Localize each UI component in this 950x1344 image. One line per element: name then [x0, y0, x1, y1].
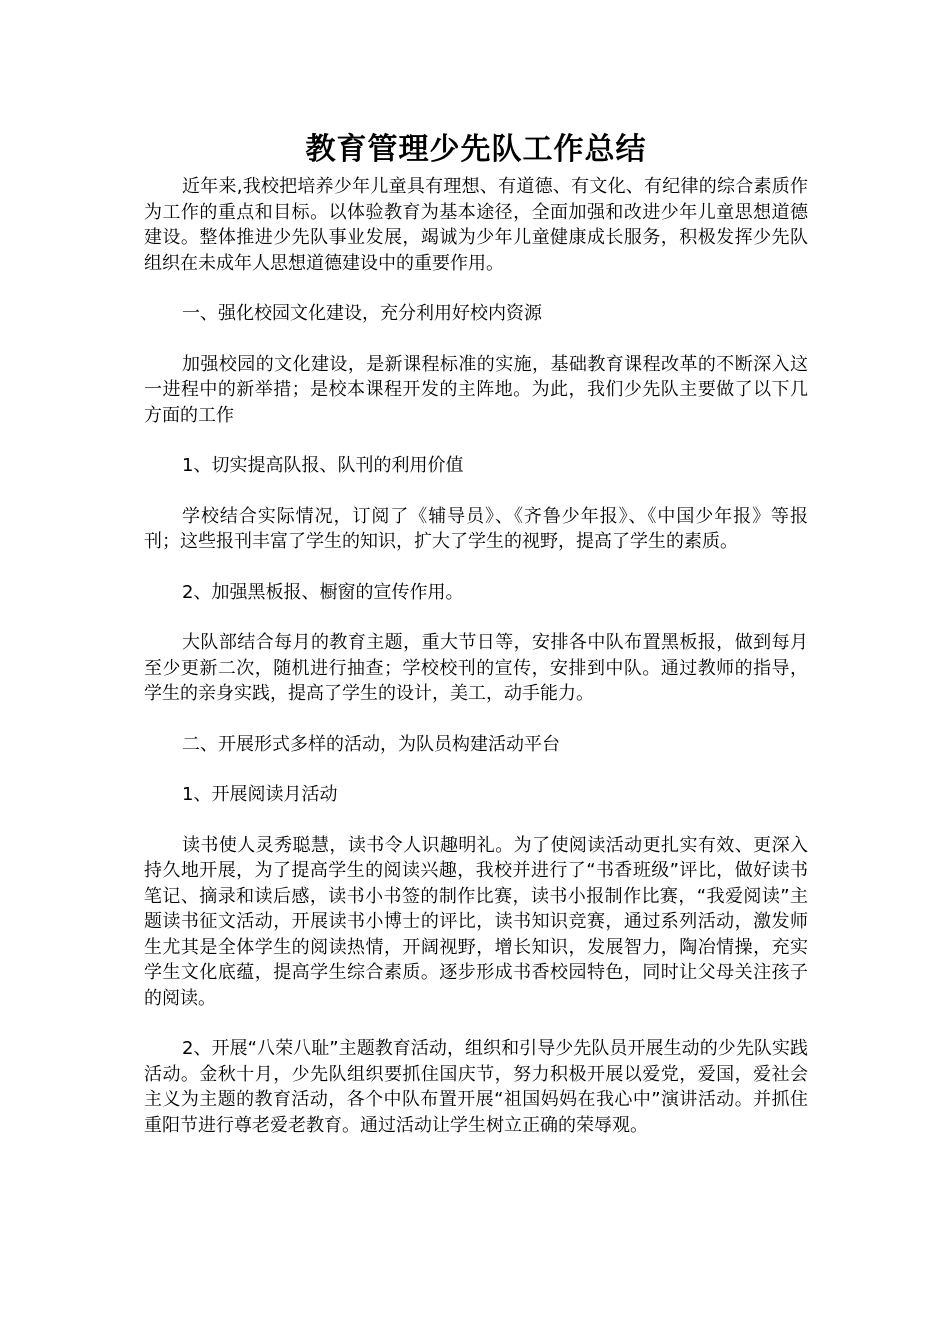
subheading-newspaper: 1、切实提高队报、队刊的利用价值: [182, 455, 464, 476]
intro-paragraph: 近年来,我校把培养少年儿童具有理想、有道德、有文化、有纪律的综合素质作为工作的重点和目标。以体验教育为基本途径，全面加强和改进少年儿童思想道德建设。整体推进少先队事业发展，竭诚为少年儿童健康成长服务，积极发挥少先队组织在未成年人思想道德建设中的重要作用。: [144, 176, 808, 274]
subheading-blackboard: 2、加强黑板报、橱窗的宣传作用。: [182, 581, 464, 603]
section-heading-2: 二、开展形式多样的活动，为队员构建活动平台: [182, 733, 560, 755]
honor-paragraph: 2、开展“八荣八耻”主题教育活动，组织和引导少先队员开展生动的少先队实践活动。金秋十月，少先队组织要抓住国庆节，努力积极开展以爱党，爱国，爱社会主义为主题的教育活动，各个中队布置开展“祖国妈妈在我心中”演讲活动。并抓住重阳节进行尊老爱老教育。通过活动让学生树立正确的荣辱观。: [144, 1038, 808, 1136]
document-title: 教育管理少先队工作总结: [305, 132, 647, 167]
document-page: [144, 128, 808, 1163]
subheading-reading-month: 1、开展阅读月活动: [182, 784, 338, 805]
culture-paragraph: 加强校园的文化建设，是新课程标准的实施，基础教育课程改革的不断深入这一进程中的新举措；是校本课程开发的主阵地。为此，我们少先队主要做了以下几方面的工作: [144, 353, 808, 426]
section-heading-1: 一、强化校园文化建设，充分利用好校内资源: [182, 303, 542, 324]
newspaper-paragraph: 学校结合实际情况，订阅了《辅导员》、《齐鲁少年报》、《中国少年报》等报刊；这些报刊丰富了学生的知识，扩大了学生的视野，提高了学生的素质。: [144, 505, 808, 552]
reading-paragraph: 读书使人灵秀聪慧，读书令人识趣明礼。为了使阅读活动更扎实有效、更深入持久地开展，为了提高学生的阅读兴趣，我校并进行了“书香班级”评比，做好读书笔记、摘录和读后感，读书小书签的制作比赛，读书小报制作比赛，“我爱阅读”主题读书征文活动，开展读书小博士的评比，读书知识竞赛，通过系列活动，激发师生尤其是全体学生的阅读热情，开阔视野，增长知识，发展智力，陶冶情操，充实学生文化底蕴，提高学生综合素质。逐步形成书香校园特色，同时让父母关注孩子的阅读。: [144, 834, 808, 1009]
blackboard-paragraph: 大队部结合每月的教育主题，重大节日等，安排各中队布置黑板报，做到每月至少更新二次，随机进行抽查；学校校刊的宣传，安排到中队。通过教师的指导，学生的亲身实践，提高了学生的设计，美工，动手能力。: [144, 632, 808, 704]
